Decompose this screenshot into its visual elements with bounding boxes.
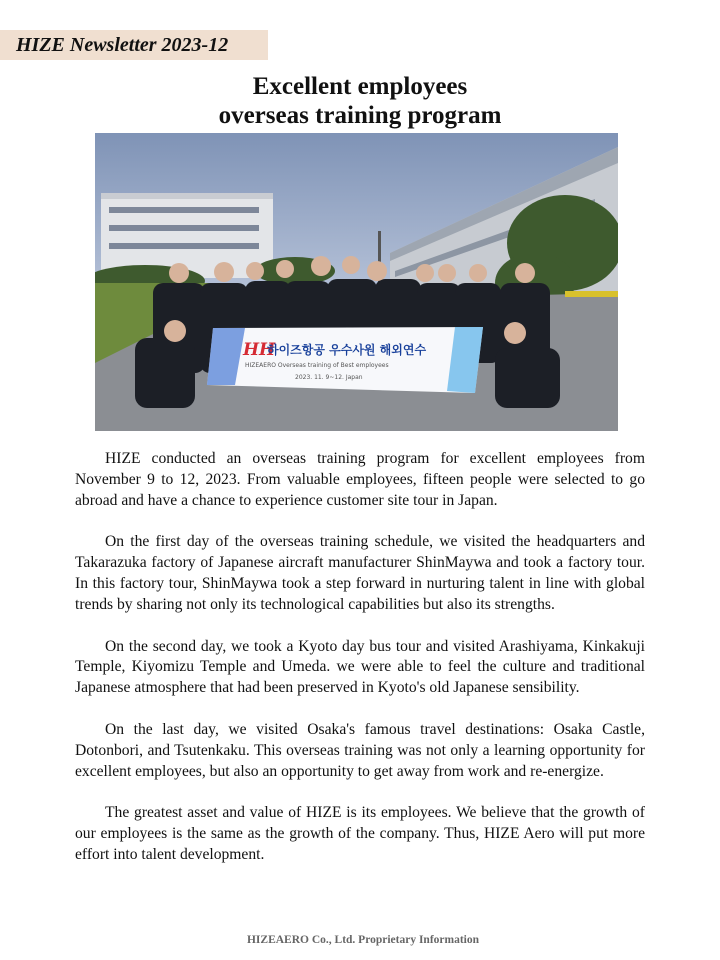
article-title (0, 72, 720, 130)
paragraph-5: The greatest asset and value of HIZE is its employees. We believe that the growth of our employees is the same as the growth of the company. Thus, HIZE Aero will put more effort into talent development. (75, 804, 645, 863)
article-title-line-2: overseas training program (218, 102, 502, 129)
newsletter-tag (0, 30, 268, 60)
group-photo (95, 133, 618, 431)
paragraph-2: On the first day of the overseas training schedule, we visited the headquarters and Takarazuka factory of Japanese aircraft manufacturer ShinMaywa and took a factory tour. In this factory tour, ShinMaywa took a step forward in nurturing talent in line with global trends by sharing not only its technological capabilities but also its strengths. (75, 533, 645, 613)
article-body (75, 449, 645, 887)
banner-title: 하이즈항공 우수사원 해외연수 (267, 343, 427, 357)
paragraph-1: HIZE conducted an overseas training program for excellent employees from November 9 to 12, 2023. From valuable employees, fifteen people were selected to go abroad and have a chance to experience customer site tour in Japan. (75, 450, 645, 509)
paragraph-3: On the second day, we took a Kyoto day bus tour and visited Arashiyama, Kinkakuji Temple, Kiyomizu Temple and Umeda. we were able to feel the culture and traditional Japanese atmosphere that had been preserved in Kyoto's old Japanese sensibility. (75, 637, 645, 697)
banner-date: 2023. 11. 9~12. Japan (295, 374, 363, 381)
article-title-line-1: Excellent employees (252, 73, 468, 100)
footer-proprietary-note: HIZEAERO Co., Ltd. Proprietary Information (246, 934, 480, 946)
photo-banner (207, 327, 483, 393)
paragraph-4: On the last day, we visited Osaka's famous travel destinations: Osaka Castle, Dotonbori, and Tsutenkaku. This overseas training was not only a learning opportunity for excellent employees, but also an opportunity to get away from work and re-energize. (75, 720, 645, 780)
photo-left-building (101, 193, 273, 278)
newsletter-tag-label: HIZE Newsletter 2023-12 (16, 33, 229, 56)
banner-logo: HH (243, 340, 276, 360)
banner-subtitle: HIZEAERO Overseas training of Best employees (245, 362, 389, 369)
